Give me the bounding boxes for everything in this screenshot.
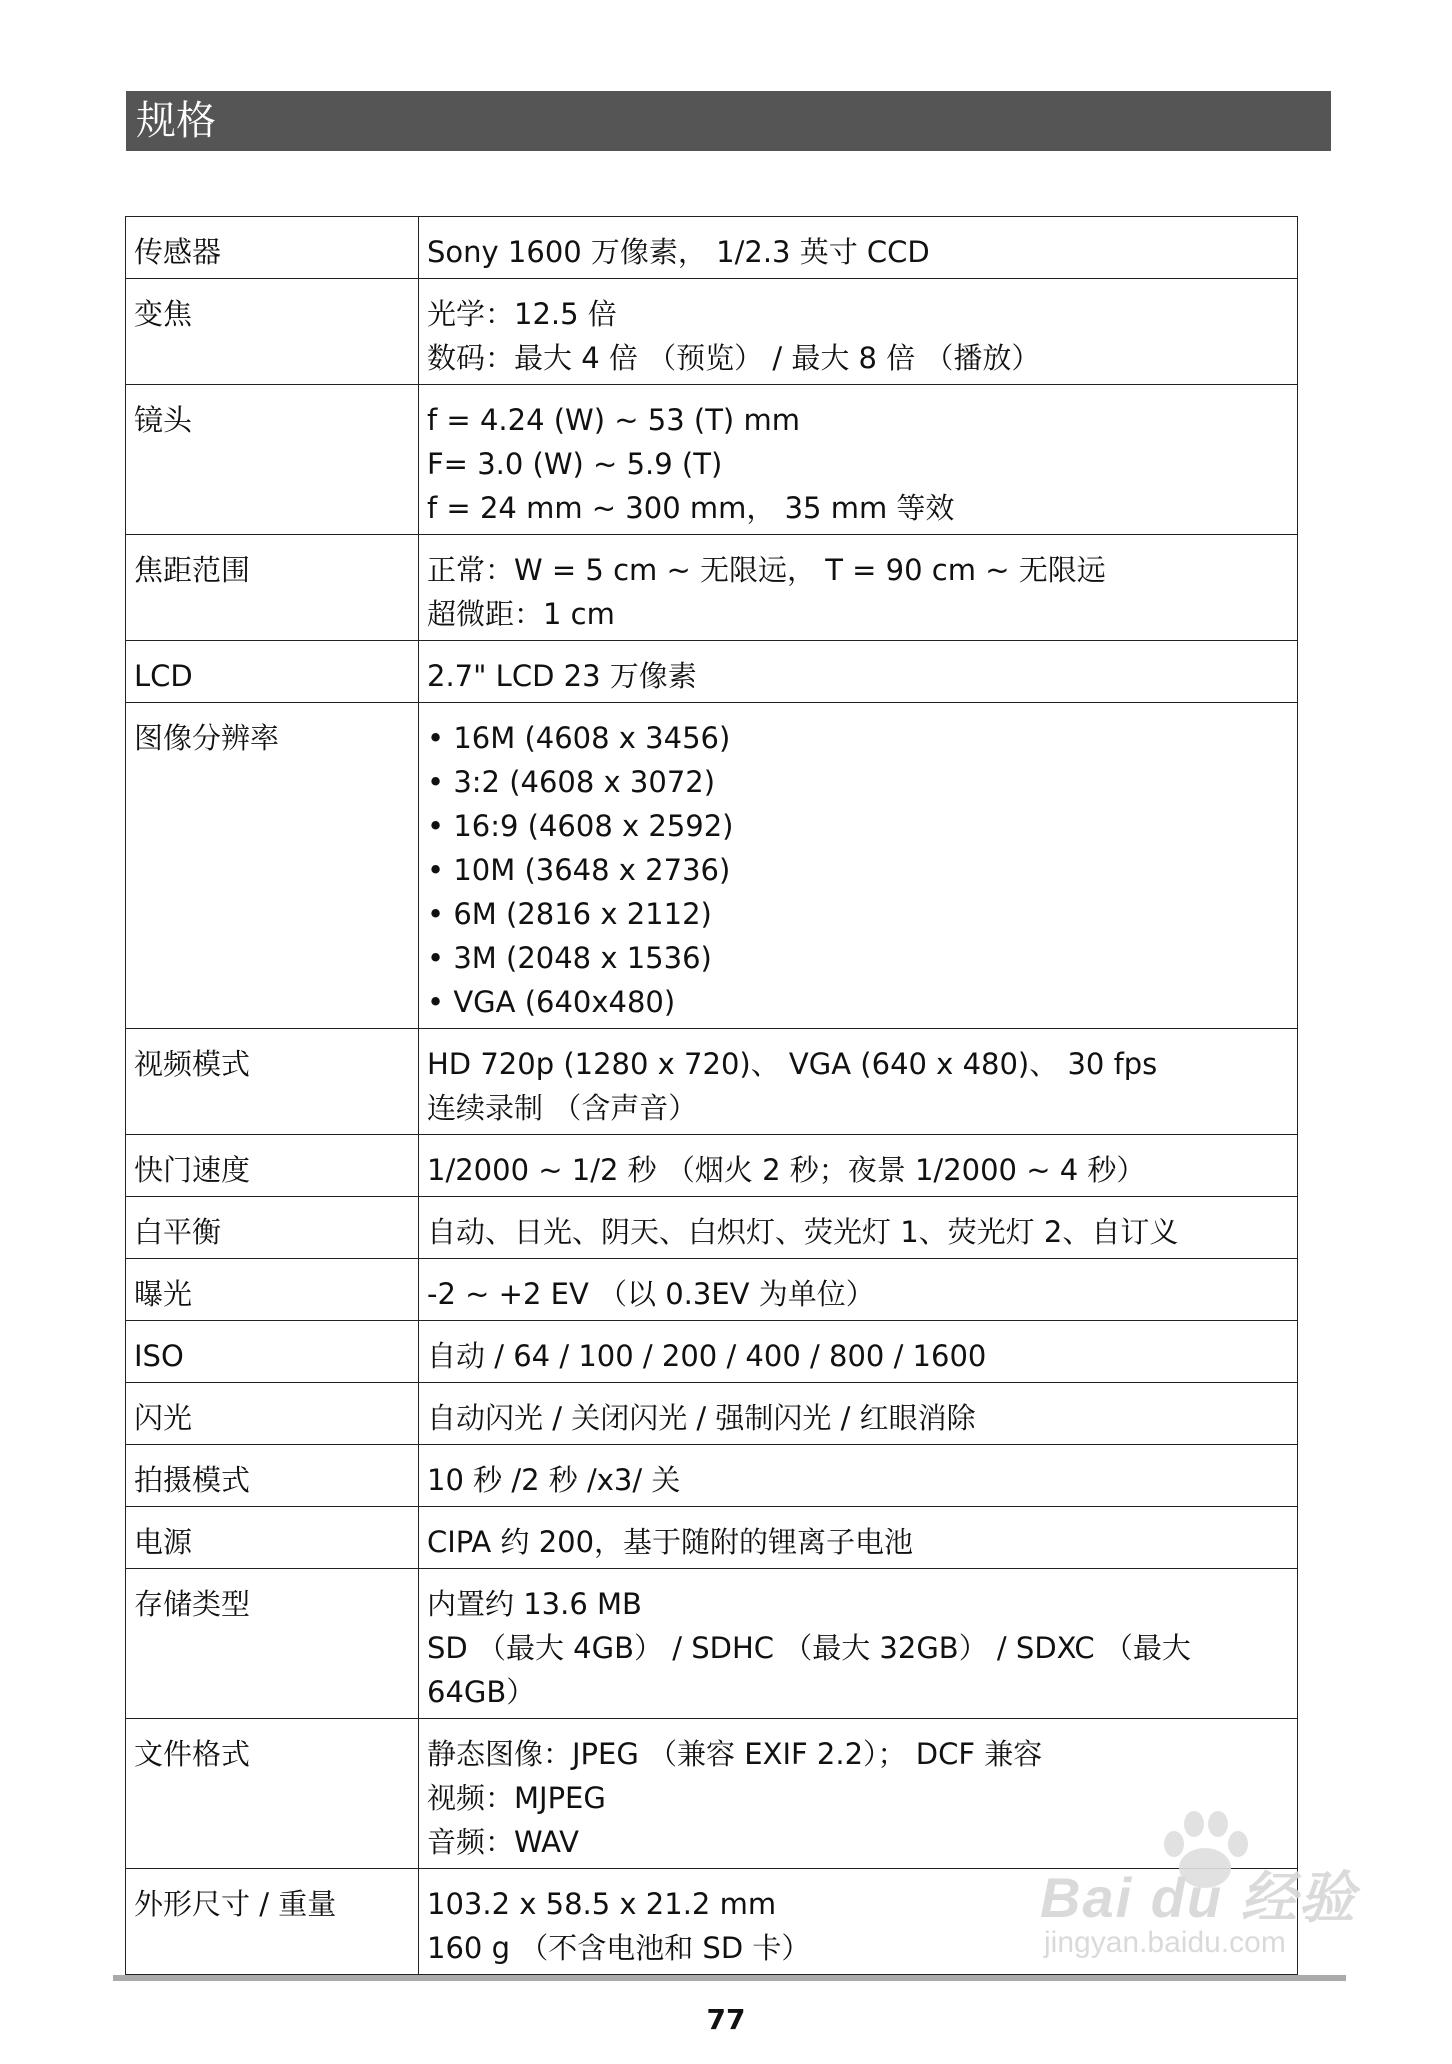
spec-value bbox=[419, 1135, 1298, 1197]
spec-value-line: • 16:9 (4608 x 2592) bbox=[427, 809, 734, 843]
spec-row bbox=[126, 385, 1298, 535]
section-title: 规格 bbox=[126, 91, 1331, 151]
spec-value-line: 光学：12.5 倍 bbox=[427, 297, 617, 331]
bottom-rule bbox=[113, 1975, 1346, 1981]
spec-value-line: • 3:2 (4608 x 3072) bbox=[427, 765, 716, 799]
spec-value bbox=[419, 1507, 1298, 1569]
spec-row bbox=[126, 1507, 1298, 1569]
spec-value bbox=[419, 1321, 1298, 1383]
spec-label: ISO bbox=[126, 1321, 419, 1383]
spec-label: 快门速度 bbox=[126, 1135, 419, 1197]
spec-row bbox=[126, 1383, 1298, 1445]
spec-row bbox=[126, 1197, 1298, 1259]
spec-value-line: 连续录制 （含声音） bbox=[427, 1091, 698, 1125]
spec-value-line: Sony 1600 万像素， 1/2.3 英寸 CCD bbox=[427, 235, 930, 269]
spec-label: 闪光 bbox=[126, 1383, 419, 1445]
spec-label: 传感器 bbox=[126, 217, 419, 279]
spec-value-line: 103.2 x 58.5 x 21.2 mm bbox=[427, 1887, 777, 1921]
spec-row bbox=[126, 1029, 1298, 1135]
spec-value-line: 自动、日光、阴天、白炽灯、荧光灯 1、荧光灯 2、自订义 bbox=[427, 1215, 1179, 1249]
spec-value-line: 2.7" LCD 23 万像素 bbox=[427, 659, 697, 693]
spec-value bbox=[419, 385, 1298, 535]
spec-value-line: • VGA (640x480) bbox=[427, 985, 676, 1019]
spec-value bbox=[419, 1383, 1298, 1445]
spec-value bbox=[419, 279, 1298, 385]
spec-value-line: 超微距：1 cm bbox=[427, 597, 615, 631]
spec-value-line: • 6M (2816 x 2112) bbox=[427, 897, 712, 931]
spec-value bbox=[419, 1197, 1298, 1259]
spec-row bbox=[126, 1321, 1298, 1383]
spec-row bbox=[126, 535, 1298, 641]
spec-label: 外形尺寸 / 重量 bbox=[126, 1869, 419, 1975]
spec-value-line: • 3M (2048 x 1536) bbox=[427, 941, 712, 975]
spec-row bbox=[126, 703, 1298, 1029]
spec-value bbox=[419, 641, 1298, 703]
spec-value-line: 10 秒 /2 秒 /x3/ 关 bbox=[427, 1463, 681, 1497]
spec-value-line: 正常：W = 5 cm ~ 无限远， T = 90 cm ~ 无限远 bbox=[427, 553, 1106, 587]
spec-value-line: • 10M (3648 x 2736) bbox=[427, 853, 731, 887]
spec-value-line: 160 g （不含电池和 SD 卡） bbox=[427, 1931, 811, 1965]
spec-label: 拍摄模式 bbox=[126, 1445, 419, 1507]
baidu-watermark bbox=[1040, 1846, 1370, 1966]
spec-value-line: HD 720p (1280 x 720)、 VGA (640 x 480)、 30 fps bbox=[427, 1047, 1158, 1081]
spec-value-line: 数码：最大 4 倍 （预览） / 最大 8 倍 （播放） bbox=[427, 341, 1041, 375]
spec-label: 镜头 bbox=[126, 385, 419, 535]
spec-value-line: • 16M (4608 x 3456) bbox=[427, 721, 731, 755]
spec-value bbox=[419, 217, 1298, 279]
spec-label: LCD bbox=[126, 641, 419, 703]
spec-value bbox=[419, 1445, 1298, 1507]
spec-label: 曝光 bbox=[126, 1259, 419, 1321]
watermark-logo: Bai du 经验 bbox=[1040, 1866, 1357, 1929]
spec-value-line: -2 ~ +2 EV （以 0.3EV 为单位） bbox=[427, 1277, 875, 1311]
spec-value-line: 视频：MJPEG bbox=[427, 1781, 606, 1815]
spec-label: 图像分辨率 bbox=[126, 703, 419, 1029]
watermark-url: jingyan.baidu.com bbox=[1044, 1926, 1286, 1959]
spec-label: 变焦 bbox=[126, 279, 419, 385]
spec-row bbox=[126, 279, 1298, 385]
spec-label: 电源 bbox=[126, 1507, 419, 1569]
spec-value bbox=[419, 1569, 1298, 1719]
spec-label: 视频模式 bbox=[126, 1029, 419, 1135]
spec-value-line: CIPA 约 200，基于随附的锂离子电池 bbox=[427, 1525, 914, 1559]
spec-value bbox=[419, 535, 1298, 641]
page-number: 77 bbox=[706, 2003, 746, 2036]
spec-row bbox=[126, 641, 1298, 703]
spec-table bbox=[125, 216, 1298, 1975]
spec-value-line: f = 24 mm ~ 300 mm， 35 mm 等效 bbox=[427, 491, 955, 525]
spec-value-line: 自动 / 64 / 100 / 200 / 400 / 800 / 1600 bbox=[427, 1339, 987, 1373]
spec-value-line: F= 3.0 (W) ~ 5.9 (T) bbox=[427, 447, 723, 481]
spec-value-line: 音频：WAV bbox=[427, 1825, 579, 1859]
spec-label: 白平衡 bbox=[126, 1197, 419, 1259]
spec-value bbox=[419, 703, 1298, 1029]
spec-value-line: SD （最大 4GB） / SDHC （最大 32GB） / SDXC （最大 64GB） bbox=[427, 1631, 1191, 1709]
spec-value-line: f = 4.24 (W) ~ 53 (T) mm bbox=[427, 403, 800, 437]
spec-row bbox=[126, 1135, 1298, 1197]
spec-label: 焦距范围 bbox=[126, 535, 419, 641]
spec-row bbox=[126, 1445, 1298, 1507]
spec-row bbox=[126, 1259, 1298, 1321]
spec-row bbox=[126, 217, 1298, 279]
spec-value-line: 1/2000 ~ 1/2 秒 （烟火 2 秒；夜景 1/2000 ~ 4 秒） bbox=[427, 1153, 1146, 1187]
spec-row bbox=[126, 1569, 1298, 1719]
spec-value bbox=[419, 1029, 1298, 1135]
spec-label: 存储类型 bbox=[126, 1569, 419, 1719]
spec-value-line: 静态图像：JPEG （兼容 EXIF 2.2）； DCF 兼容 bbox=[427, 1737, 1043, 1771]
spec-label: 文件格式 bbox=[126, 1719, 419, 1869]
spec-value bbox=[419, 1259, 1298, 1321]
spec-value-line: 自动闪光 / 关闭闪光 / 强制闪光 / 红眼消除 bbox=[427, 1401, 976, 1435]
spec-value-line: 内置约 13.6 MB bbox=[427, 1587, 642, 1621]
